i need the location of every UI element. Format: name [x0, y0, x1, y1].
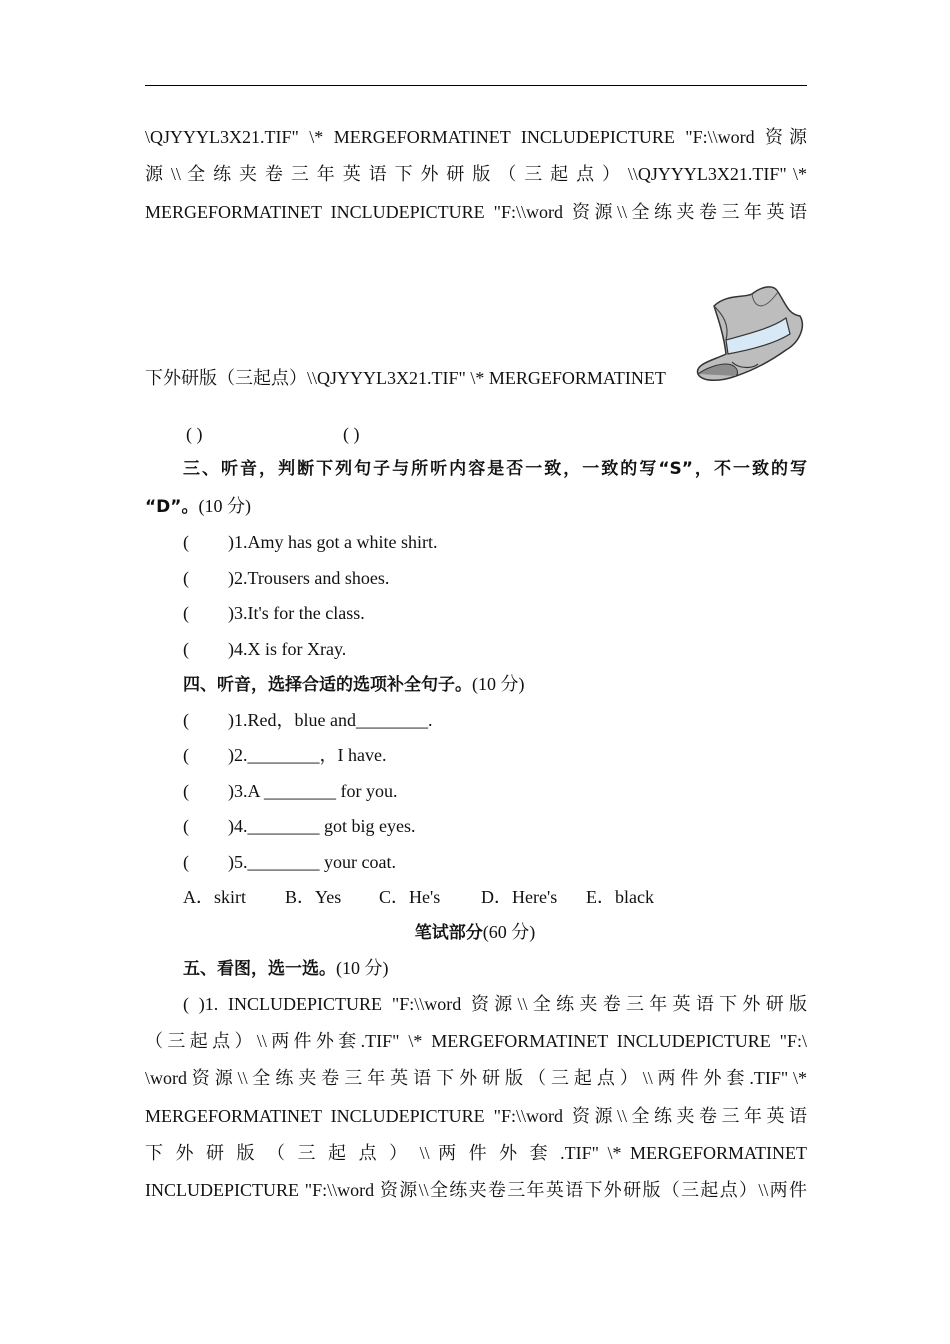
- section3-title-d: “D”。: [145, 497, 199, 517]
- answer-paren-2[interactable]: ( ): [343, 424, 360, 444]
- section3-title-line2: [145, 494, 251, 519]
- option-a: A．skirt: [183, 887, 246, 907]
- answer-blank[interactable]: (: [183, 710, 189, 730]
- answer-blank[interactable]: (: [183, 568, 189, 588]
- s3-item-2: [183, 566, 389, 590]
- written-part-points: (60 分): [482, 922, 536, 942]
- s4-item-text: )2.________，I have.: [228, 745, 387, 765]
- section3-title-line1: 三、听音，判断下列句子与所听内容是否一致，一致的写“S”，不一致的写: [183, 459, 807, 479]
- s3-item-text: )3.It's for the class.: [228, 603, 365, 623]
- option-d: D．Here's: [481, 887, 558, 907]
- s3-item-text: )4.X is for Xray.: [228, 639, 347, 659]
- answer-paren-1[interactable]: ( ): [186, 424, 203, 444]
- s3-item-text: )1.Amy has got a white shirt.: [228, 532, 438, 552]
- field-code-line-4: 下外研版（三起点）\\QJYYYL3X21.TIF" \* MERGEFORMATINET: [145, 368, 666, 388]
- s4-item-1: [183, 708, 432, 732]
- header-rule: [145, 85, 807, 86]
- field-code-line-1: \QJYYYL3X21.TIF" \* MERGEFORMATINET INCLUDEPICTURE "F:\\word 资源: [145, 127, 807, 147]
- s3-item-4: [183, 637, 346, 661]
- gray-hat-icon: [696, 284, 808, 384]
- s4-item-text: )4.________ got big eyes.: [228, 816, 416, 836]
- s4-item-3: [183, 779, 398, 803]
- answer-blank[interactable]: (: [183, 781, 189, 801]
- section5-title: [183, 956, 389, 981]
- s5-item1-line-4: MERGEFORMATINET INCLUDEPICTURE "F:\\word 资源\\全练夹卷三年英语: [145, 1106, 807, 1126]
- answer-blank[interactable]: (: [183, 745, 189, 765]
- s4-options: [183, 885, 654, 909]
- answer-blank[interactable]: (: [183, 532, 189, 552]
- s4-item-text: )3.A ________ for you.: [228, 781, 398, 801]
- s4-item-5: [183, 850, 396, 874]
- s3-item-text: )2.Trousers and shoes.: [228, 568, 390, 588]
- option-e: E．black: [586, 887, 654, 907]
- answer-blank[interactable]: (: [183, 852, 189, 872]
- s4-item-text: )1.Red，blue and________.: [228, 710, 433, 730]
- s4-item-text: )5.________ your coat.: [228, 852, 396, 872]
- section4-title: [183, 672, 525, 697]
- s5-item1-line-1: ( )1. INCLUDEPICTURE "F:\\word 资源\\全练夹卷三年英语下外研版: [183, 994, 807, 1014]
- s3-item-1: [183, 530, 437, 554]
- section4-title-text: 四、听音，选择合适的选项补全句子。: [183, 675, 472, 695]
- answer-blank[interactable]: (: [183, 816, 189, 836]
- section4-points: (10 分): [472, 674, 525, 694]
- option-c: C．He's: [379, 887, 441, 907]
- s5-item1-line-2: （三起点）\\两件外套.TIF" \* MERGEFORMATINET INCLUDEPICTURE "F:\: [145, 1031, 807, 1051]
- s4-item-2: [183, 743, 386, 767]
- s5-item1-line-3: \word 资 源 \\ 全 练 夹 卷 三 年 英 语 下 外 研 版 （ 三 起 点 ） \\ 两 件 外 套 .TIF" \*: [145, 1068, 807, 1088]
- written-part-title: [0, 920, 950, 945]
- written-part-title-text: 笔试部分: [414, 923, 483, 943]
- answer-blank[interactable]: (: [183, 639, 189, 659]
- answer-blank[interactable]: (: [183, 603, 189, 623]
- option-b: B．Yes: [285, 887, 342, 907]
- field-code-line-3: MERGEFORMATINET INCLUDEPICTURE "F:\\word 资源\\全练夹卷三年英语: [145, 202, 807, 222]
- section3-points: (10 分): [198, 496, 251, 516]
- s5-item1-line-5: 下 外 研 版 （ 三 起 点 ） \\ 两 件 外 套 .TIF" \* MERGEFORMATINET: [145, 1143, 807, 1163]
- section5-points: (10 分): [336, 958, 389, 978]
- s3-item-3: [183, 601, 365, 625]
- s5-item1-line-6: INCLUDEPICTURE "F:\\word 资源\\全练夹卷三年英语下外研版（三起点）\\两件: [145, 1180, 807, 1200]
- section5-title-text: 五、看图，选一选。: [183, 959, 336, 979]
- field-code-line-2: 源 \\ 全 练 夹 卷 三 年 英 语 下 外 研 版 （ 三 起 点 ） \\QJYYYL3X21.TIF" \*: [145, 164, 807, 184]
- s4-item-4: [183, 814, 415, 838]
